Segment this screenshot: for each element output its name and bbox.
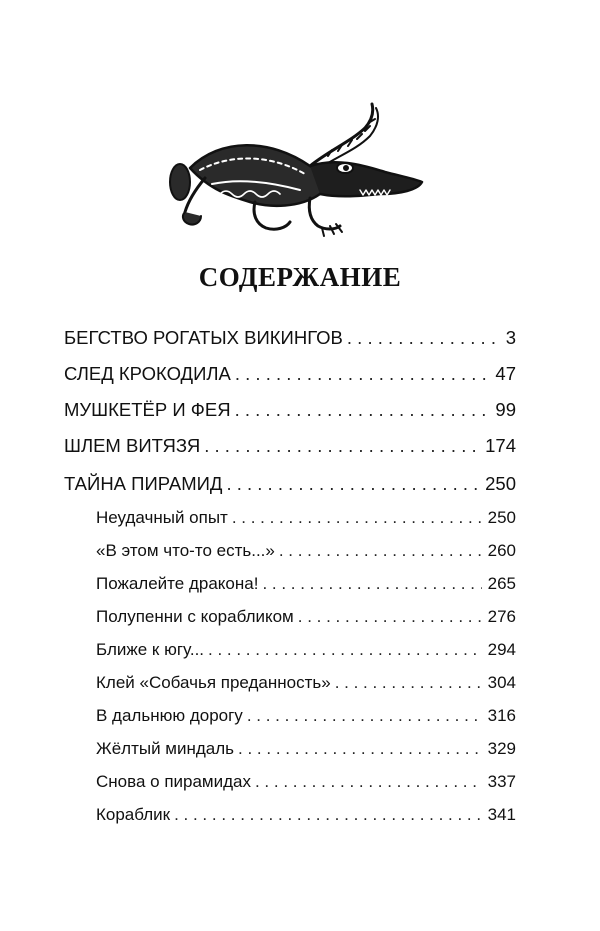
chapter-page: 99 <box>495 399 516 420</box>
toc-chapter[interactable] <box>64 398 516 422</box>
dot-leader <box>247 704 482 728</box>
dot-leader <box>238 737 482 761</box>
toc-subchapter[interactable] <box>96 671 516 695</box>
subchapter-page: 304 <box>487 673 516 692</box>
dot-leader <box>235 362 490 386</box>
subchapter-title: Неудачный опыт <box>96 508 228 527</box>
subchapter-title: Снова о пирамидах <box>96 772 251 791</box>
chapter-title: ТАЙНА ПИРАМИД <box>64 473 223 494</box>
subchapter-page: 265 <box>487 574 516 593</box>
chapter-page: 3 <box>505 327 516 348</box>
toc-subchapter[interactable] <box>96 803 516 827</box>
subchapter-title: Ближе к югу... <box>96 640 205 659</box>
subchapter-page: 294 <box>487 640 516 659</box>
dot-leader <box>174 803 482 827</box>
chapter-title: БЕГСТВО РОГАТЫХ ВИКИНГОВ <box>64 327 343 348</box>
dot-leader <box>208 638 482 662</box>
chapter-page: 47 <box>495 363 516 384</box>
subchapter-title: В дальнюю дорогу <box>96 706 243 725</box>
subchapter-page: 337 <box>487 772 516 791</box>
toc-subchapter[interactable] <box>96 572 516 596</box>
dot-leader <box>204 434 479 458</box>
subchapter-title: Жёлтый миндаль <box>96 739 235 758</box>
dot-leader <box>235 398 490 422</box>
dot-leader <box>347 326 500 350</box>
subchapter-page: 329 <box>487 739 516 758</box>
subchapter-page: 250 <box>487 508 516 527</box>
dot-leader <box>335 671 482 695</box>
subchapter-title: Клей «Собачья преданность» <box>96 673 331 692</box>
chapter-page: 250 <box>485 473 516 494</box>
toc-subchapter[interactable] <box>96 638 516 662</box>
toc-subchapter[interactable] <box>96 737 516 761</box>
subchapter-page: 341 <box>487 805 516 824</box>
subchapter-title: Полупенни с корабликом <box>96 607 294 626</box>
subchapter-page: 316 <box>487 706 516 725</box>
dot-leader <box>232 506 482 530</box>
subchapter-title: «В этом что-то есть...» <box>96 541 275 560</box>
subchapter-title: Пожалейте дракона! <box>96 574 259 593</box>
subchapter-page: 260 <box>487 541 516 560</box>
page-title: СОДЕРЖАНИЕ <box>198 262 402 292</box>
dot-leader <box>279 539 482 563</box>
chapter-title: МУШКЕТЁР И ФЕЯ <box>64 399 231 420</box>
toc-subchapter[interactable] <box>96 605 516 629</box>
toc-chapter[interactable] <box>64 472 516 496</box>
chapter-title: СЛЕД КРОКОДИЛА <box>64 363 231 384</box>
chapter-page: 174 <box>485 435 516 456</box>
subchapter-page: 276 <box>487 607 516 626</box>
dot-leader <box>262 572 481 596</box>
toc-chapter[interactable] <box>64 434 516 458</box>
crocodile-illustration <box>160 98 440 248</box>
toc-subchapter[interactable] <box>96 704 516 728</box>
toc-subchapter[interactable] <box>96 770 516 794</box>
dot-leader <box>298 605 482 629</box>
subchapter-title: Кораблик <box>96 805 171 824</box>
toc-chapter[interactable] <box>64 326 516 350</box>
toc-chapter[interactable] <box>64 362 516 386</box>
dot-leader <box>255 770 482 794</box>
toc-subchapter[interactable] <box>96 539 516 563</box>
toc-subchapter[interactable] <box>96 506 516 530</box>
dot-leader <box>226 472 479 496</box>
chapter-title: ШЛЕМ ВИТЯЗЯ <box>64 435 201 456</box>
